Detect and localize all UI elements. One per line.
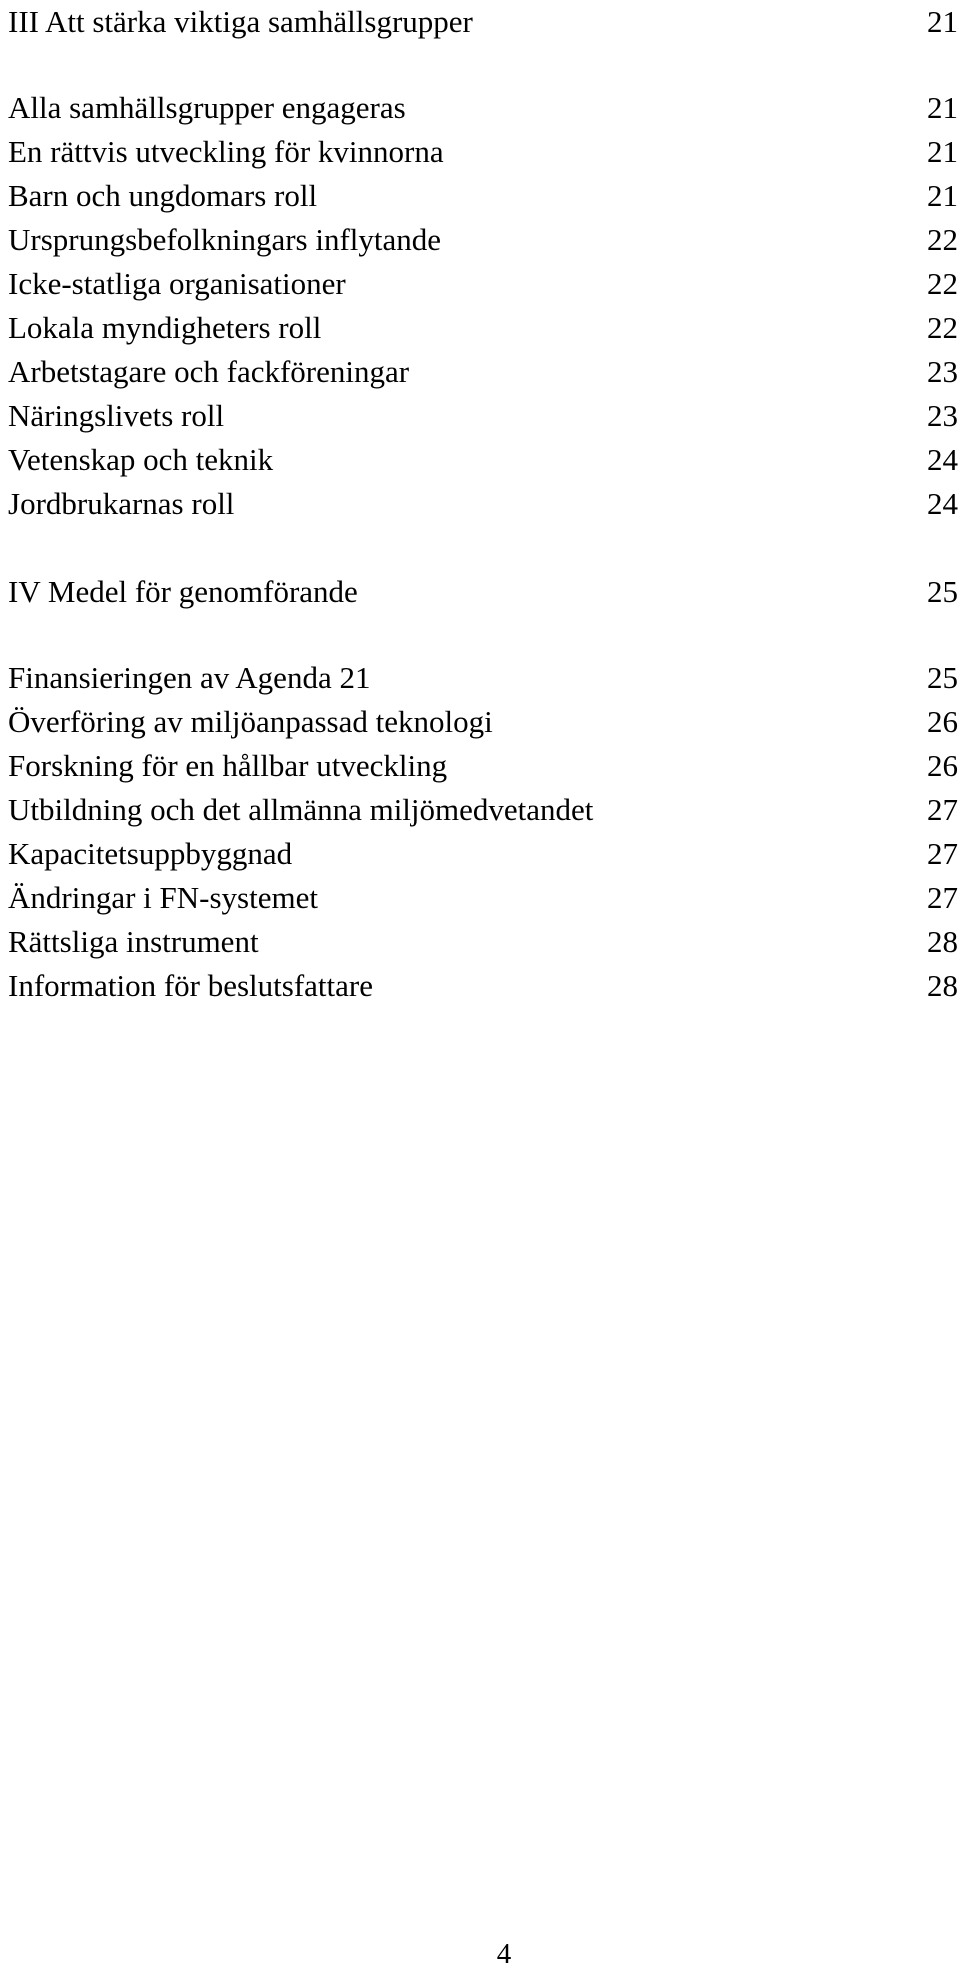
toc-entry-title: Barn och ungdomars roll bbox=[8, 178, 318, 213]
toc-entry-title: Arbetstagare och fackföreningar bbox=[8, 354, 410, 389]
toc-entry bbox=[8, 744, 958, 788]
toc-entry bbox=[8, 788, 958, 832]
toc-entry bbox=[8, 832, 958, 876]
toc-entry-title: En rättvis utveckling för kvinnorna bbox=[8, 134, 444, 169]
toc-entry bbox=[8, 86, 958, 130]
toc-heading-title: III Att stärka viktiga samhällsgrupper bbox=[8, 4, 473, 39]
toc-entry-title: Ändringar i FN-systemet bbox=[8, 880, 318, 915]
toc-entry-page: 22 bbox=[927, 222, 958, 257]
toc-entry-page: 23 bbox=[927, 354, 958, 389]
toc-entry-title: Rättsliga instrument bbox=[8, 924, 259, 959]
toc-entry-page: 28 bbox=[927, 924, 958, 959]
toc-entry bbox=[8, 920, 958, 964]
toc-entry-page: 22 bbox=[927, 266, 958, 301]
toc-heading-page: 25 bbox=[927, 574, 958, 609]
toc-entry-page: 24 bbox=[927, 486, 958, 521]
toc-entry-page: 27 bbox=[927, 880, 958, 915]
toc-entry bbox=[8, 876, 958, 920]
page-number: 4 bbox=[496, 1938, 512, 1970]
toc-entry bbox=[8, 394, 958, 438]
toc-heading-page: 21 bbox=[927, 4, 958, 39]
toc-entry-page: 28 bbox=[927, 968, 958, 1003]
toc-entry bbox=[8, 306, 958, 350]
toc-entry-page: 26 bbox=[927, 748, 958, 783]
toc-entry bbox=[8, 130, 958, 174]
toc-entry-title: Jordbrukarnas roll bbox=[8, 486, 235, 521]
toc-entry-title: Lokala myndigheters roll bbox=[8, 310, 322, 345]
toc-entry-page: 21 bbox=[927, 90, 958, 125]
toc-entry bbox=[8, 262, 958, 306]
toc-entry-page: 21 bbox=[927, 178, 958, 213]
toc-entry-page: 22 bbox=[927, 310, 958, 345]
toc-section-heading-3 bbox=[8, 0, 958, 44]
page-footer bbox=[0, 1937, 960, 1971]
toc-entry bbox=[8, 174, 958, 218]
toc-entry-title: Information för beslutsfattare bbox=[8, 968, 373, 1003]
toc-entry bbox=[8, 482, 958, 526]
toc-entry-title: Näringslivets roll bbox=[8, 398, 225, 433]
toc-entry bbox=[8, 964, 958, 1008]
toc-entry-page: 26 bbox=[927, 704, 958, 739]
toc-entry bbox=[8, 700, 958, 744]
toc-entry-page: 27 bbox=[927, 792, 958, 827]
toc-heading-title: IV Medel för genomförande bbox=[8, 574, 358, 609]
toc-entry-title: Alla samhällsgrupper engageras bbox=[8, 90, 406, 125]
toc-entry bbox=[8, 218, 958, 262]
toc-entry-title: Utbildning och det allmänna miljömedvetandet bbox=[8, 792, 594, 827]
toc-entry-title: Överföring av miljöanpassad teknologi bbox=[8, 704, 493, 739]
toc-entry bbox=[8, 438, 958, 482]
toc-entry-title: Vetenskap och teknik bbox=[8, 442, 274, 477]
toc-entry-title: Kapacitetsuppbyggnad bbox=[8, 836, 293, 871]
toc-entry-title: Forskning för en hållbar utveckling bbox=[8, 748, 448, 783]
toc-entry-page: 27 bbox=[927, 836, 958, 871]
toc-entry bbox=[8, 656, 958, 700]
toc-section-heading-4 bbox=[8, 570, 958, 614]
toc-entry-title: Icke-statliga organisationer bbox=[8, 266, 346, 301]
toc-entry-page: 23 bbox=[927, 398, 958, 433]
toc-entry-title: Finansieringen av Agenda 21 bbox=[8, 660, 371, 695]
toc-entry-page: 24 bbox=[927, 442, 958, 477]
toc-entry-page: 21 bbox=[927, 134, 958, 169]
toc-entry-page: 25 bbox=[927, 660, 958, 695]
toc-entry bbox=[8, 350, 958, 394]
toc-entry-title: Ursprungsbefolkningars inflytande bbox=[8, 222, 442, 257]
